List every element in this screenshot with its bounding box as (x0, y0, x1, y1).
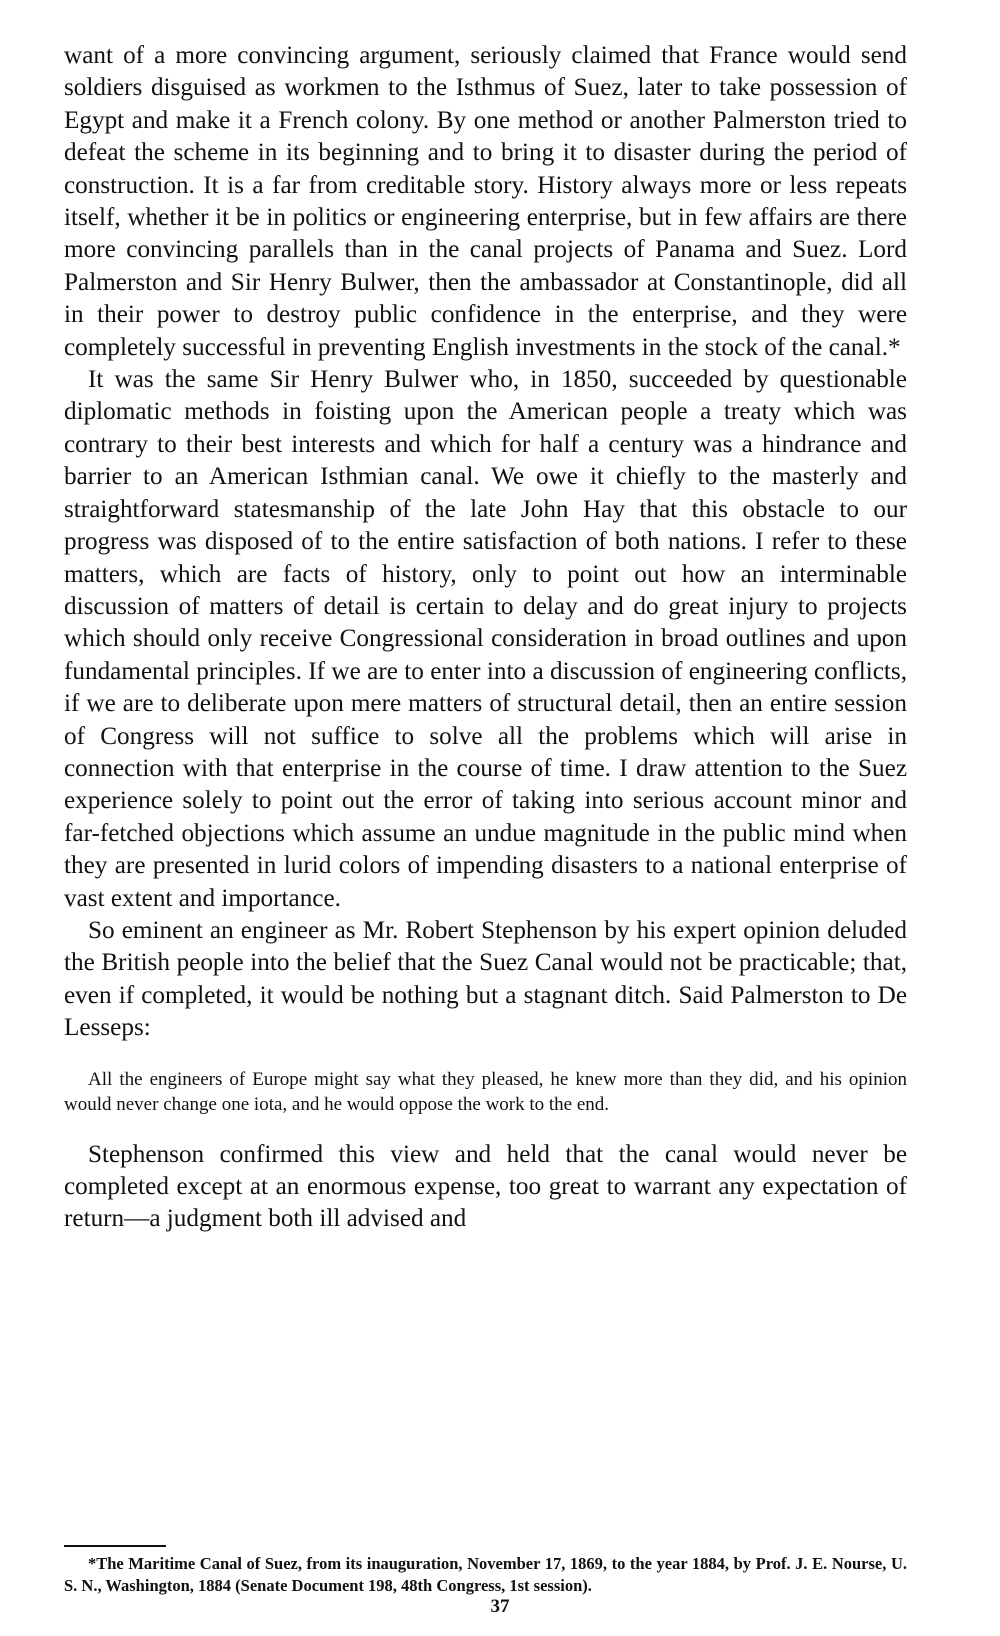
paragraph-1: want of a more convincing argument, seriously claimed that France would send soldiers disguised as workmen to the Isthmus of Suez, later to take possession of Egypt and make it a French colony. By one method or another Palmerston tried to defeat the scheme in its beginning and to bring it to disaster during the period of construction. It is a far from creditable story. History always more or less repeats itself, whether it be in politics or engineering enterprise, but in few affairs are there more convincing parallels than in the canal projects of Panama and Suez. Lord Palmerston and Sir Henry Bulwer, then the ambassador at Constantinople, did all in their power to destroy public confidence in the enterprise, and they were completely successful in preventing English investments in the stock of the canal.* (64, 42, 907, 361)
block-quote: All the engineers of Europe might say what they pleased, he knew more than they did, and his opinion would never change one iota, and he would oppose the work to the end. (64, 1068, 907, 1115)
paragraph-after-quote: Stephenson confirmed this view and held that the canal would never be completed except at an enormous expense, too great to warrant any expectation of return—a judgment both ill advised and (64, 1140, 907, 1233)
main-text (64, 40, 907, 1045)
page-body (64, 40, 907, 1236)
paragraph-3: So eminent an engineer as Mr. Robert Stephenson by his expert opinion deluded the British people into the belief that the Suez Canal would not be practicable; that, even if completed, it would be nothing but a stagnant ditch. Said Palmerston to De Lesseps: (64, 916, 907, 1042)
paragraph-2: It was the same Sir Henry Bulwer who, in 1850, succeeded by questionable diplomatic methods in foisting upon the American people a treaty which was contrary to their best interests and which for half a century was a hindrance and barrier to an American Isthmian canal. We owe it chiefly to the masterly and straightforward statesmanship of the late John Hay that this obstacle to our progress was disposed of to the entire satisfaction of both nations. I refer to these matters, which are facts of history, only to point out how an interminable discussion of matters of detail is certain to delay and do great injury to projects which should only receive Congressional consideration in broad outlines and upon fundamental principles. If we are to enter into a discussion of engineering conflicts, if we are to deliberate upon mere matters of structural detail, then an entire session of Congress will not suffice to solve all the problems which will arise in connection with that enterprise in the course of time. I draw attention to the Suez experience solely to point out the error of taking into serious account minor and far-fetched objections which assume an undue magnitude in the public mind when they are presented in lurid colors of impending disasters to a national enterprise of vast extent and importance. (64, 366, 907, 912)
page-number: 37 (490, 1596, 510, 1617)
footnote: *The Maritime Canal of Suez, from its inauguration, November 17, 1869, to the year 1884, by Prof. J. E. Nourse, U. S. N., Washington, 1884 (Senate Document 198, 48th Congress, 1st session). (64, 1554, 907, 1595)
footnote-divider (64, 1545, 166, 1547)
